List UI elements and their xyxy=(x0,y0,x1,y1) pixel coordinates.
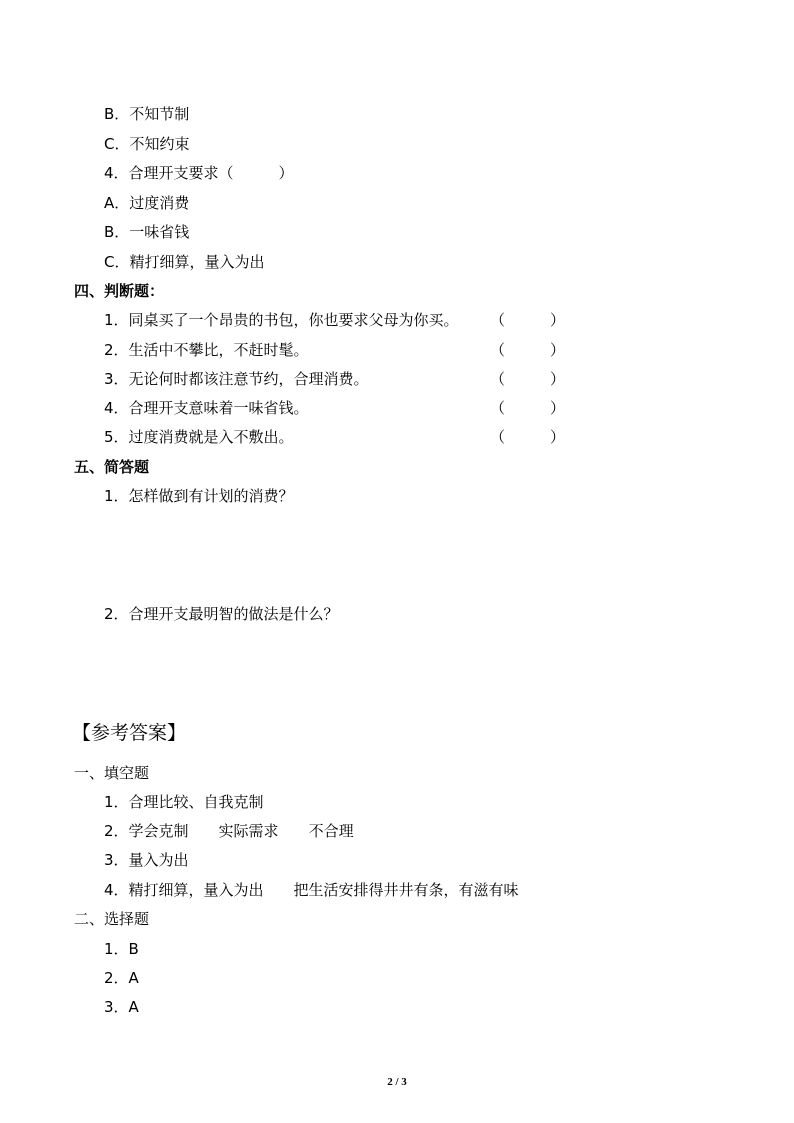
answer-fill-4-part-1: 4．精打细算，量入为出 xyxy=(104,881,264,899)
q3-option-b: B．不知节制 xyxy=(104,105,190,123)
answers-part2-heading: 二、选择题 xyxy=(74,910,150,928)
judge-answer-blank-2[interactable]: （ ） xyxy=(490,341,566,359)
judge-item-1: 1．同桌买了一个昂贵的书包，你也要求父母为你买。 xyxy=(104,311,459,329)
answer-fill-3-text: 3．量入为出 xyxy=(104,851,189,869)
q4-option-a: A．过度消费 xyxy=(104,194,190,212)
short-answer-q1: 1．怎样做到有计划的消费？ xyxy=(104,487,294,505)
judge-item-2: 2．生活中不攀比，不赶时髦。 xyxy=(104,341,309,359)
page-number: 2 / 3 xyxy=(387,1076,407,1088)
answer-fill-2-part-2: 实际需求 xyxy=(218,822,279,840)
answer-fill-2-part-3: 不合理 xyxy=(308,822,354,840)
judge-answer-blank-4[interactable]: （ ） xyxy=(490,399,566,417)
answer-fill-4-part-2: 把生活安排得井井有条，有滋有味 xyxy=(293,881,519,899)
judge-answer-blank-5[interactable]: （ ） xyxy=(490,428,566,446)
section4-heading: 四、判断题： xyxy=(74,282,165,300)
answer-choice-1: 1．B xyxy=(104,940,139,958)
judge-item-4: 4．合理开支意味着一味省钱。 xyxy=(104,399,309,417)
answer-fill-3 xyxy=(104,850,189,870)
judge-item-3: 3．无论何时都该注意节约，合理消费。 xyxy=(104,370,369,388)
answer-fill-4 xyxy=(104,880,519,900)
short-answer-q2: 2．合理开支最明智的做法是什么？ xyxy=(104,605,339,623)
q4-stem: 4．合理开支要求（ ） xyxy=(104,164,294,182)
answers-part1-heading: 一、填空题 xyxy=(74,764,150,782)
judge-item-5: 5．过度消费就是入不敷出。 xyxy=(104,428,294,446)
q4-option-b: B．一味省钱 xyxy=(104,223,190,241)
judge-answer-blank-1[interactable]: （ ） xyxy=(490,311,566,329)
answer-choice-3: 3．A xyxy=(104,998,139,1016)
q4-option-c: C．精打细算，量入为出 xyxy=(104,253,265,271)
answers-title: 【参考答案】 xyxy=(72,722,187,744)
answer-fill-1-text: 1．合理比较、自我克制 xyxy=(104,793,264,811)
answer-fill-2-part-1: 2．学会克制 xyxy=(104,822,189,840)
section5-heading: 五、简答题 xyxy=(74,458,150,476)
answer-fill-2 xyxy=(104,821,354,841)
judge-answer-blank-3[interactable]: （ ） xyxy=(490,370,566,388)
answer-choice-2: 2．A xyxy=(104,969,139,987)
answer-fill-1 xyxy=(104,792,264,812)
q3-option-c: C．不知约束 xyxy=(104,135,190,153)
